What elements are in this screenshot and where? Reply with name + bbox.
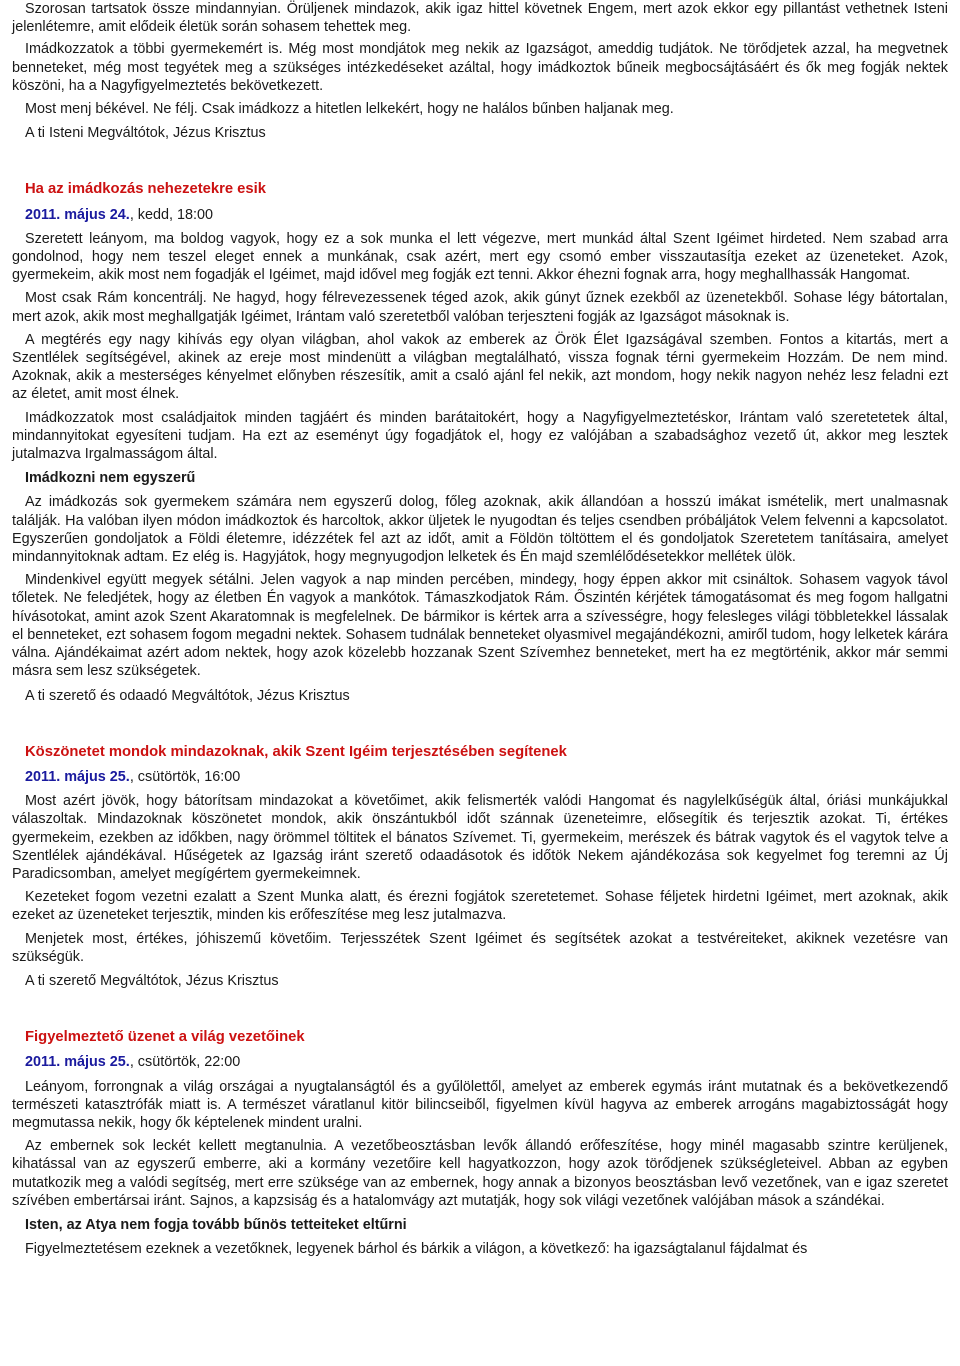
paragraph: A megtérés egy nagy kihívás egy olyan világban, ahol vakok az emberek az Örök Élet Igazságával szemben. Fontos a kitartás, mert a Szentlélek segítségével, akinek az ereje most mindenütt a világban megtalálható, vissza fognak térni gyermekeim Hozzám. De nem mind. Azoknak, akik a mesterséges kényelmet előnyben részesítik, amit a csaló ajánl fel nekik, azt mondom, hogy nekik nagyon nehéz lesz feladni ezt az életet, amit most élnek. — [12, 331, 948, 403]
signature: A ti Isteni Megváltótok, Jézus Krisztus — [25, 125, 266, 142]
signature: A ti szerető Megváltótok, Jézus Krisztus — [25, 972, 279, 989]
paragraph: Az imádkozás sok gyermekem számára nem egyszerű dolog, főleg azoknak, akik állandóan a hosszú imákat ismételik, mert unalmasnak találják. Ha valóban ilyen módon imádkoztok és harcoltok, akkor üljetek le nyugodtan és teljes csendben próbáljátok Velem felvenni a kapcsolatot. Egyszerűen gondoljatok a Földi életemre, idézzétek fel azt az időt, amit a Földön töltöttem el és gondoljatok Szeretetem tanításaira, amelyet mindannyitoknak adtam. Ez elég is. Hagyjátok, hogy megnyugodjon lelketek és Én majd szemlélődésetekkor mellétek ülök. — [12, 494, 948, 566]
date-value: 2011. május 25. — [25, 1054, 130, 1071]
paragraph: Most menj békével. Ne félj. Csak imádkozz a hitetlen lelkekért, hogy ne halálos bűnben haljanak meg. — [25, 101, 674, 118]
date-detail: , csütörtök, 16:00 — [129, 768, 241, 785]
date-value: 2011. május 25. — [25, 768, 130, 785]
paragraph: Most csak Rám koncentrálj. Ne hagyd, hogy félrevezessenek téged azok, akik gúnyt űznek ezekből az üzenetekből. Sohase légy bátortalan, mert azok, akik most meghallgatják Igéimet, Irántam való szeretetből valóban terjeszteni fogják az Igazságot másoknak is. — [12, 290, 948, 325]
section-title: Ha az imádkozás nehezetekre esik — [25, 181, 266, 198]
date-detail: , csütörtök, 22:00 — [129, 1054, 241, 1071]
paragraph: Mindenkivel együtt megyek sétálni. Jelen vagyok a nap minden percében, mindegy, hogy éppen akkor mit csináltok. Sohasem vagyok távol tőletek. Ne feledjétek, hogy az életben Én vagyok a mankótok. Támaszkodjatok Rám. Őszintén kérjétek támogatásomat és meg fogom hallgatni hívásotokat, amint azok Szent Akaratomnak is megfelelnek. De bármikor is kértek arra a szívességre, hogy felesleges világi többletekkel lássalak el benneteket, ezt sohasem fogom megadni nektek. Sohasem tudnálak benneteket olyasmivel megajándékozni, amiről tudom, hogy lelketek kárára válna. Ajándékaimat azért adom nektek, hogy azok közelebb hozzanak Szent Szívemhez benneteket, mert ha ez megtörténik, akkor már semmi másra sem lesz szükségetek. — [12, 572, 948, 680]
paragraph: Imádkozzatok a többi gyermekemért is. Még most mondjátok meg nekik az Igazságot, ameddig tudjátok. Ne törődjetek azzal, ha megvetnek benneteket, még most tegyétek meg a szükséges intézkedéseket azáltal, hogy imádkoztok bűneik megbocsájtásáért és ők meg fogják nektek köszöni, ha a Nagyfigyelmeztetés bekövetkezett. — [12, 41, 948, 94]
signature: A ti szerető és odaadó Megváltótok, Jézus Krisztus — [25, 687, 350, 704]
paragraph: Az embernek sok leckét kellett megtanulnia. A vezetőbeosztásban levők állandó erőfeszítése, hogy minél magasabb szintre kerüljenek, kihatással van az egyszerű emberre, aki a kormány vezetőire kell hagyatkozzon, hogy azok törődjenek szükségleteivel. Abban az egyben mutatkozik meg a valódi segítség, mert erre szüksége van az embernek, hogy annak a bizonyos beosztásban levő vezetőnek, van e igaz szeretet szívében embertársai iránt. Sajnos, a kapzsiság és a hatalomvágy azt mutatják, hogy sok világi vezetőnek valójában mások a szándékai. — [12, 1138, 948, 1209]
paragraph: Menjetek most, értékes, jóhiszemű követőim. Terjesszétek Szent Igéimet és segítsétek azokat a testvéreiteket, akiknek vezetésre van szükségük. — [12, 930, 948, 965]
paragraph: Kezeteket fogom vezetni ezalatt a Szent Munka alatt, és érezni fogjátok szeretetemet. Sohase féljetek hirdetni Igéimet, mert azoknak, akik ezeket az üzeneteket terjesztik, minden kis erőfeszítése meg lesz jutalmazva. — [12, 889, 948, 924]
paragraph: Imádkozzatok most családjaitok minden tagjáért és minden barátaitokért, hogy a Nagyfigyelmeztetéskor, Irántam való szeretetetek által, mindannyitokat egyesíteni tudjam. Ha ezt az eseményt úgy fogadjátok el, hogy ez valójában a szabadsághoz vezető út, akkor meg lesztek jutalmazva Irgalmasságom által. — [12, 409, 948, 463]
section-date — [12, 768, 948, 786]
section-date — [12, 206, 948, 224]
section-date — [12, 1053, 948, 1071]
subheading: Isten, az Atya nem fogja tovább bűnös tetteiteket eltűrni — [25, 1216, 407, 1233]
section-title: Köszönetet mondok mindazoknak, akik Szent Igéim terjesztésében segítenek — [25, 743, 567, 760]
paragraph: Most azért jövök, hogy bátorítsam mindazokat a követőimet, akik felismerték valódi Hangomat és nagylelkűségük által, óriási munkájukkal válaszoltak. Mindazoknak köszönetet mondok, akik önszántukból időt szánnak üzeneteimre, elősegítik és terjesztik azokat. Ti, értékes gyermekeim, ezekben az időkben, nagy örömmel töltitek el bánatos Szívemet. Ti, gyermekeim, merészek és bátrak vagytok és el vagytok telve a Szentlélek ajándékával. Hűségetek az Igazság iránt szerető odaadásotok és időtök Nekem ajándékozása sok kegyelmet fog teremni az Új Paradicsomban, amelyet megígértem gyermekeimnek. — [12, 793, 948, 882]
section-title: Figyelmeztető üzenet a világ vezetőinek — [25, 1029, 305, 1046]
date-value: 2011. május 24. — [25, 206, 130, 223]
paragraph: Szeretett leányom, ma boldog vagyok, hogy ez a sok munka el lett végezve, mert munkád által Szent Igéimet hirdeted. Nem szabad arra gondolnod, hogy nem teszel eleget ennek a munkának, csak azért, mert egy csomó ember visszautasítja ezeket az üzeneteket. Azok, gyermekeim, akik most nem fogadják el Igéimet, majd idővel meg fogják ezt tenni. Akkor éhezni fognak arra, hogy meghallhassák Hangomat. — [12, 230, 948, 284]
paragraph: Leányom, forrongnak a világ országai a nyugtalanságtól és a gyűlölettől, amelyet az emberek egymás iránt mutatnak és a bekövetkezendő természeti katasztrófák miatt is. A természet váratlanul kitör bilincseiből, figyelmen kívül hagyva az emberek arrogáns magabiztosságát hogy megmutassa nekik, hogy ők képtelenek mindent uralni. — [12, 1078, 948, 1131]
paragraph: Szorosan tartsatok össze mindannyian. Örüljenek mindazok, akik igaz hittel követnek Engem, mert azok ekkor egy pillantást vethetnek Isteni jelenlétemre, amit elődeik életük során sohasem tehettek meg. — [12, 1, 948, 36]
subheading: Imádkozni nem egyszerű — [25, 470, 196, 487]
date-detail: , kedd, 18:00 — [129, 206, 214, 223]
paragraph: Figyelmeztetésem ezeknek a vezetőknek, legyenek bárhol és bárkik a világon, a következő: ha igazságtalanul fájdalmat és — [25, 1241, 808, 1258]
